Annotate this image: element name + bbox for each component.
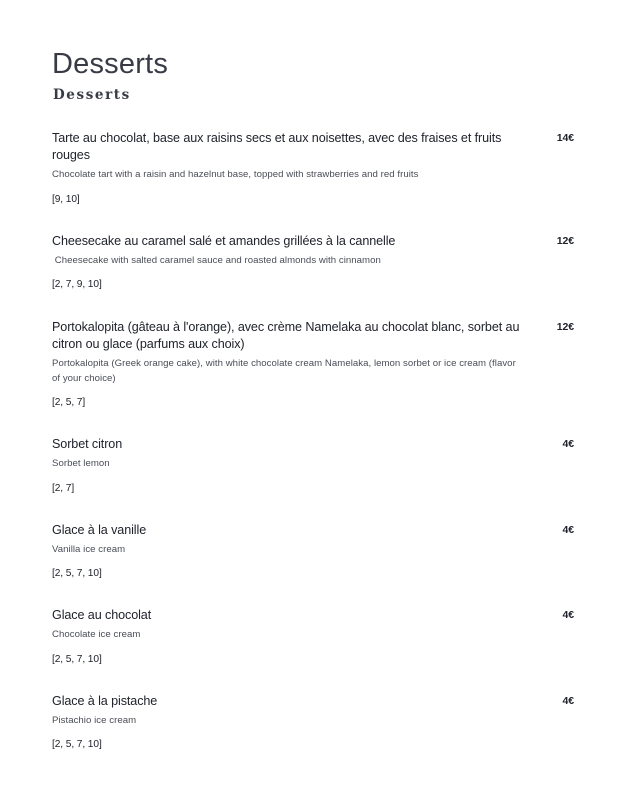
menu-item-allergens: [2, 5, 7]: [52, 397, 86, 409]
menu-item-allergens: [9, 10]: [52, 193, 80, 205]
menu-item-description: Chocolate tart with a raisin and hazelnut base, topped with strawberries and red fruits: [52, 169, 419, 181]
menu-item-allergens: [2, 5, 7, 10]: [52, 568, 102, 580]
menu-item-description: Sorbet lemon: [52, 458, 110, 470]
menu-item: [52, 233, 574, 293]
menu-item-name: Sorbet citron: [52, 437, 123, 452]
menu-item-header: [52, 233, 574, 251]
menu-item-allergens: [2, 5, 7, 10]: [52, 653, 102, 665]
menu-item: [52, 130, 574, 207]
menu-item-price: 14€: [556, 131, 574, 144]
page-title: Desserts: [52, 48, 169, 80]
menu-item-list: [52, 130, 574, 753]
menu-item-description: Chocolate ice cream: [52, 629, 141, 641]
menu-item-price: 4€: [562, 694, 574, 707]
menu-item-description: Vanilla ice cream: [52, 543, 126, 555]
menu-item: [52, 522, 574, 582]
menu-item-description: Portokalopita (Greek orange cake), with white chocolate cream Namelaka, lemon sorbet or ice cream (flavor of your choice): [52, 358, 519, 384]
page-subtitle: Desserts: [53, 87, 131, 104]
menu-item-price: 12€: [556, 234, 574, 247]
menu-item: [52, 319, 574, 411]
menu-item: [52, 607, 574, 667]
menu-item-header: [52, 522, 574, 540]
menu-item-header: [52, 319, 574, 355]
menu-item-name: Portokalopita (gâteau à l'orange), avec crème Namelaka au chocolat blanc, sorbet au citron ou glace (parfums aux choix): [52, 319, 520, 352]
menu-item-price: 4€: [562, 609, 574, 622]
menu-item-name: Glace au chocolat: [52, 608, 152, 623]
menu-item-price: 12€: [556, 320, 574, 333]
menu-item-name: Cheesecake au caramel salé et amandes grillées à la cannelle: [52, 233, 396, 248]
menu-item-allergens: [2, 7]: [52, 482, 75, 494]
menu-item-name: Glace à la vanille: [52, 522, 147, 537]
menu-item-description: Pistachio ice cream: [52, 714, 137, 726]
menu-item-header: [52, 693, 574, 711]
menu-item-price: 4€: [562, 523, 574, 536]
menu-header: [52, 0, 574, 104]
menu-item: [52, 436, 574, 496]
menu-item-allergens: [2, 7, 9, 10]: [52, 279, 102, 291]
menu-item-header: [52, 436, 574, 454]
menu-item-header: [52, 607, 574, 625]
menu-item-name: Tarte au chocolat, base aux raisins secs et aux noisettes, avec des fraises et fruits rouges: [52, 130, 502, 163]
menu-item-description: Cheesecake with salted caramel sauce and roasted almonds with cinnamon: [52, 254, 381, 266]
menu-item-price: 4€: [562, 438, 574, 451]
menu-item-allergens: [2, 5, 7, 10]: [52, 739, 102, 751]
menu-item-header: [52, 130, 574, 166]
menu-item-name: Glace à la pistache: [52, 693, 158, 708]
menu-item: [52, 693, 574, 753]
